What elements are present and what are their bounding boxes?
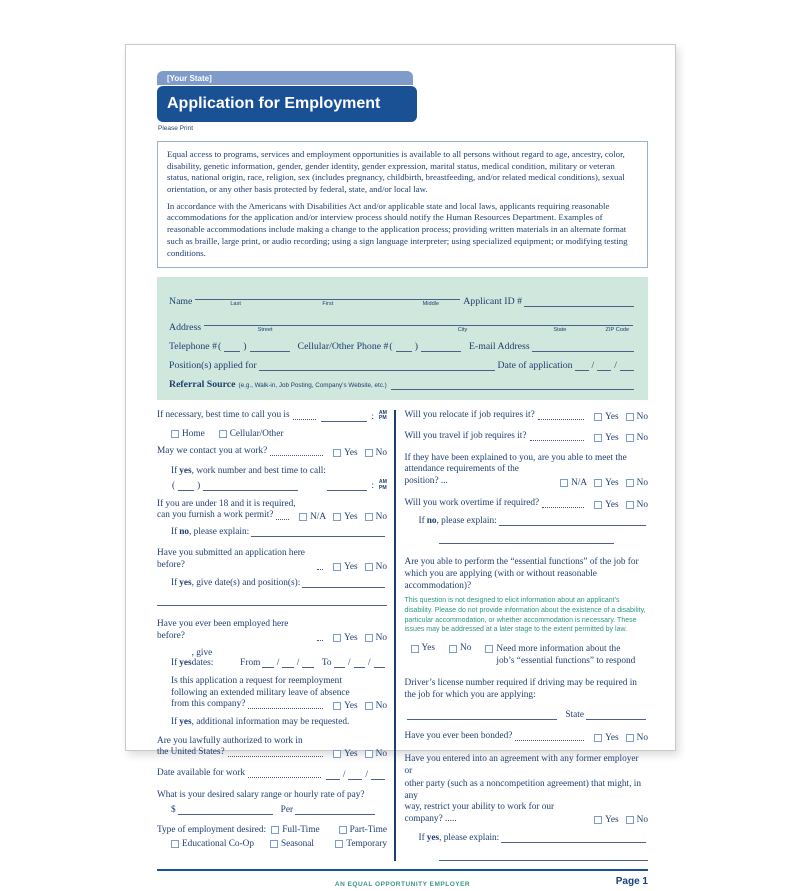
dotted-leader <box>542 507 584 508</box>
date-available-label: Date available for work <box>157 767 246 778</box>
yes-checkbox[interactable] <box>594 479 602 487</box>
no-checkbox[interactable] <box>626 479 634 487</box>
dotted-leader <box>317 640 323 641</box>
employed-dates-row: If yes , give dates: From / / To / / <box>157 648 387 668</box>
temporary-checkbox[interactable] <box>335 840 343 848</box>
applicant-id-input[interactable] <box>524 296 634 307</box>
submitted-before-label: Have you submitted an application here before? <box>157 548 305 571</box>
attendance-answer-row: attendance requirements of the position? ... N/A Yes No <box>404 464 648 488</box>
license-state-input[interactable] <box>586 709 646 720</box>
referral-source-input[interactable] <box>391 379 634 390</box>
cellular-label: Cellular/Other Phone # <box>297 341 389 353</box>
dotted-leader <box>248 777 321 778</box>
employment-type-row-2 <box>157 839 387 849</box>
referral-source-label: Referral Source <box>169 379 236 391</box>
available-day-input[interactable] <box>348 769 362 780</box>
telephone-number-input[interactable] <box>250 341 290 352</box>
work-permit-explain-input[interactable] <box>251 526 385 537</box>
under-18-line2: can you furnish a work permit? <box>157 510 274 521</box>
drivers-license-label: Driver’s license number required if driving may be required in the job for which you are applying: <box>404 678 637 701</box>
time-colon: : <box>371 412 374 423</box>
name-input[interactable] <box>195 289 460 300</box>
license-input-row <box>405 709 649 720</box>
question-attendance: If they have been explained to you, are you able to meet the <box>404 452 627 463</box>
question-date-available: Date available for work / / <box>157 768 387 780</box>
no-checkbox[interactable] <box>365 750 373 758</box>
page-title: Application for Employment <box>167 95 381 112</box>
question-best-time <box>157 410 387 422</box>
relocate-label: Will you relocate if job requires it? <box>404 410 535 421</box>
please-print-note: Please Print <box>158 125 194 132</box>
am-pm-label: AM PM <box>378 479 387 491</box>
best-time-input[interactable] <box>321 411 367 422</box>
submitted-before-detail-row: If yes , give date(s) and position(s): <box>157 577 387 588</box>
co-op-option: Educational Co-Op <box>171 839 270 849</box>
employment-type-label-wrap <box>157 825 271 835</box>
na-checkbox[interactable] <box>560 479 568 487</box>
na-checkbox[interactable] <box>299 513 307 521</box>
name-row <box>169 289 636 307</box>
available-month-input[interactable] <box>326 769 340 780</box>
full-time-checkbox[interactable] <box>271 826 279 834</box>
essential-functions-answer-row <box>405 643 649 667</box>
travel-label: Will you travel if job requires it? <box>404 431 527 442</box>
dollar-sign: $ <box>171 804 176 815</box>
city-sublabel: City <box>457 327 468 334</box>
yes-no-group: Yes No <box>326 448 387 458</box>
no-checkbox[interactable] <box>626 816 634 824</box>
question-contact-at-work <box>157 446 387 458</box>
yes-no-group: Yes No <box>326 633 387 643</box>
to-day-input[interactable] <box>354 657 365 668</box>
dotted-leader <box>317 569 323 570</box>
dotted-leader <box>228 756 323 757</box>
cellular-other-checkbox[interactable] <box>219 430 227 438</box>
contact-work-if-yes-note: If yes, work number and best time to call: <box>171 465 326 476</box>
no-checkbox[interactable] <box>626 434 634 442</box>
overtime-explain-input[interactable] <box>499 515 646 526</box>
application-day-input[interactable] <box>597 360 611 371</box>
need-more-info-label: Need more information about the job’s “essential functions” to respond <box>496 644 636 667</box>
noncompete-explain-continuation-line[interactable] <box>439 849 648 861</box>
questions-left-column <box>157 410 394 861</box>
work-number-input[interactable] <box>203 480 298 491</box>
cellular-other-label: Cellular/Other <box>229 429 284 440</box>
open-paren: ( <box>172 481 176 492</box>
yes-checkbox[interactable] <box>594 816 602 824</box>
last-sublabel: Last <box>230 301 241 308</box>
temporary-option: Temporary <box>335 839 387 849</box>
applicant-id-label: Applicant ID # <box>463 296 522 308</box>
from-label: From <box>240 657 261 668</box>
no-checkbox[interactable] <box>365 634 373 642</box>
eeo-notice-box <box>157 141 648 268</box>
work-permit-explain-row: If no , please explain: <box>157 526 387 537</box>
work-permit-answer-row <box>157 510 387 522</box>
license-number-input[interactable] <box>407 709 558 720</box>
question-drivers-license <box>405 677 649 701</box>
question-submitted-before <box>157 548 387 572</box>
referral-row <box>169 379 636 390</box>
yes-checkbox[interactable] <box>333 513 341 521</box>
middle-sublabel: Middle <box>422 301 440 308</box>
seasonal-option: Seasonal <box>270 839 335 849</box>
close-paren: ) <box>197 481 201 492</box>
seasonal-checkbox[interactable] <box>270 840 278 848</box>
footer <box>157 873 648 891</box>
noncompete-explain-row: If yes , please explain: <box>405 832 649 843</box>
yes-checkbox[interactable] <box>594 501 602 509</box>
time-colon: : <box>371 481 374 492</box>
email-label: E-mail Address <box>468 341 530 353</box>
reemployment-note: If yes, additional information may be requested. <box>171 716 350 727</box>
close-paren: ) <box>414 341 418 353</box>
salary-period-input[interactable] <box>295 804 375 815</box>
to-year-input[interactable] <box>374 657 385 668</box>
bonded-label: Have you ever been bonded? <box>404 731 513 742</box>
date-slash: / <box>614 360 617 372</box>
phone-type-checkbox-row <box>157 429 387 439</box>
question-essential-functions <box>405 556 649 592</box>
name-sublabels <box>192 300 463 307</box>
state-sublabel: State <box>553 327 567 334</box>
contact-at-work-label: May we contact you at work? <box>157 446 268 457</box>
na-yes-no-group: N/A Yes No <box>292 512 387 522</box>
address-sublabels <box>201 326 636 333</box>
date-of-application-label: Date of application <box>497 360 573 372</box>
na-yes-no-group: N/A Yes No <box>553 478 648 488</box>
noncompete-explain-input[interactable] <box>501 832 646 843</box>
telephone-area-code-input[interactable] <box>224 341 240 352</box>
position-input[interactable] <box>259 360 496 371</box>
yes-checkbox[interactable] <box>411 645 419 653</box>
questions-right-column <box>396 410 649 861</box>
position-row <box>169 360 636 371</box>
dotted-leader <box>248 708 323 709</box>
state-badge-label: [Your State] <box>167 74 212 83</box>
submitted-dates-continuation-line[interactable] <box>157 594 387 606</box>
from-year-input[interactable] <box>302 657 313 668</box>
phones-row <box>169 341 636 352</box>
address-field-wrap <box>201 315 636 333</box>
dotted-leader <box>515 740 584 741</box>
yes-no-group: Yes No <box>326 749 387 759</box>
yes-no-group: Yes No <box>326 562 387 572</box>
street-sublabel: Street <box>257 327 273 334</box>
application-year-input[interactable] <box>620 360 634 371</box>
dotted-leader <box>293 419 317 420</box>
yes-checkbox[interactable] <box>333 702 341 710</box>
full-time-option: Full-Time <box>271 825 338 835</box>
yes-no-group: Yes No <box>587 500 648 510</box>
no-checkbox[interactable] <box>365 563 373 571</box>
dotted-leader <box>538 419 584 420</box>
question-employed-before <box>157 619 387 643</box>
essential-answer-options: Yes No Need more information about the job’s “essential functions” to respond <box>405 643 649 667</box>
salary-amount-input[interactable] <box>178 804 273 815</box>
question-work-permit <box>157 498 387 510</box>
dotted-leader <box>270 455 323 456</box>
overtime-explain-row: If no , please explain: <box>405 515 649 526</box>
zip-sublabel: ZIP Code <box>605 327 630 334</box>
home-checkbox[interactable] <box>171 430 179 438</box>
yes-no-group: Yes No <box>587 733 648 743</box>
to-label: To <box>321 657 332 668</box>
yes-no-group: Yes No <box>326 701 387 711</box>
dotted-leader <box>530 440 585 441</box>
no-checkbox[interactable] <box>365 513 373 521</box>
essential-functions-label: Are you able to perform the “essential functions” of the job for which you are applying (with or without reasonable accommodation)? <box>404 556 639 591</box>
work-authorization-answer-row: the United States? Yes No <box>157 746 387 759</box>
no-checkbox[interactable] <box>626 501 634 509</box>
per-label: Per <box>280 804 294 815</box>
yes-checkbox[interactable] <box>594 413 602 421</box>
no-checkbox[interactable] <box>365 449 373 457</box>
personal-info-section <box>157 277 648 400</box>
first-sublabel: First <box>322 301 334 308</box>
am-pm-label: AM PM <box>378 409 387 422</box>
page-number: Page 1 <box>615 876 648 888</box>
question-reemployment: Is this application a request for reemployment following an extended military leave of absence <box>171 675 350 698</box>
no-checkbox[interactable] <box>626 734 634 742</box>
from-month-input[interactable] <box>262 657 273 668</box>
salary-input-row <box>157 804 387 815</box>
overtime-label: Will you work overtime if required? <box>404 497 540 508</box>
dotted-leader <box>276 519 289 520</box>
yes-checkbox[interactable] <box>333 634 341 642</box>
application-month-input[interactable] <box>575 360 589 371</box>
available-year-input[interactable] <box>371 769 385 780</box>
email-input[interactable] <box>532 341 634 352</box>
application-form-page <box>125 44 676 889</box>
noncompete-answer-row: way, restrict your ability to work for our company? ..... Yes No <box>404 801 648 826</box>
best-time-label: If necessary, best time to call you is <box>157 410 290 421</box>
open-paren: ( <box>389 341 393 353</box>
name-label: Name <box>169 296 193 308</box>
educational-co-op-checkbox[interactable] <box>171 840 179 848</box>
date-slash: / <box>591 360 595 372</box>
employed-before-label: Have you ever been employed here before? <box>157 618 289 641</box>
reemployment-answer-row: from this company? Yes No <box>171 698 387 711</box>
employment-type-label: Type of employment desired: <box>157 824 267 835</box>
open-paren: ( <box>218 341 222 353</box>
cellular-number-input[interactable] <box>421 341 461 352</box>
work-best-time-input[interactable] <box>327 480 367 491</box>
work-number-time-row <box>157 480 387 491</box>
question-bonded <box>405 731 649 743</box>
under-18-line1: If you are under 18 and it is required, <box>157 499 296 510</box>
address-input[interactable] <box>204 315 633 326</box>
question-travel <box>405 431 649 443</box>
employment-type-row-1 <box>157 825 387 835</box>
no-checkbox[interactable] <box>626 413 634 421</box>
questions-section <box>157 410 648 861</box>
close-paren: ) <box>243 341 247 353</box>
name-field-wrap <box>192 289 463 307</box>
footer-rule <box>157 869 648 871</box>
from-day-input[interactable] <box>282 657 293 668</box>
telephone-label: Telephone # <box>169 341 218 353</box>
referral-source-hint: (e.g., Walk-in, Job Posting, Company’s Website, etc.) <box>238 382 387 390</box>
part-time-checkbox[interactable] <box>339 826 347 834</box>
yes-checkbox[interactable] <box>594 434 602 442</box>
question-noncompete: Have you entered into an agreement with any former employer or other party (such as a noncompetition agreement) that might, in any <box>404 754 641 801</box>
position-label: Position(s) applied for <box>169 360 257 372</box>
yes-no-group: Yes No <box>587 412 648 422</box>
yes-checkbox[interactable] <box>333 750 341 758</box>
yes-checkbox[interactable] <box>333 563 341 571</box>
yes-no-group: Yes No <box>587 815 648 825</box>
essential-functions-disclaimer: This question is not designed to elicit information about an applicant’s disability. Please do not provide information about the existence of a disability, particular accommodation, or whether accommodation is necessary. These issues may be addressed at a later stage to the extent permitted by law. <box>404 596 646 634</box>
home-label: Home <box>182 429 205 440</box>
submitted-dates-input[interactable] <box>302 577 385 588</box>
work-area-code-input[interactable] <box>178 480 194 491</box>
license-state-label: State <box>565 710 584 721</box>
cellular-area-code-input[interactable] <box>396 341 412 352</box>
yes-no-group: Yes No <box>587 433 648 443</box>
no-checkbox[interactable] <box>449 645 457 653</box>
question-relocate <box>405 410 649 422</box>
question-salary <box>157 789 387 801</box>
address-row <box>169 315 636 333</box>
ada-paragraph-2: In accordance with the Americans with Disabilities Act and/or applicable state and local laws, applicants requiring reasonable accommodations for the application and/or interview process should notify the Human Resources Department. Examples of reasonable accommodations include making a change to the application process; providing written materials in an alternate format such as braille, large print, or audio recording; using a sign language interpreter; using specialized equipment; or modifying testing conditions. <box>167 200 628 258</box>
overtime-explain-continuation-line[interactable] <box>439 532 614 544</box>
part-time-option: Part-Time <box>339 825 387 835</box>
no-checkbox[interactable] <box>365 702 373 710</box>
state-badge <box>157 71 413 85</box>
yes-checkbox[interactable] <box>594 734 602 742</box>
form-title-bar <box>157 86 417 122</box>
question-overtime <box>405 498 649 510</box>
need-more-info-checkbox[interactable] <box>485 645 493 653</box>
eeo-paragraph-1: Equal access to programs, services and employment opportunities is available to all persons without regard to age, ancestry, color, disability, genetic information, gender, gender identity, gender expression, marital status, medical condition, military or veteran status, national origin, race, religion, sex (includes pregnancy, childbirth, breastfeeding, and/or related medical conditions), sexual orientation, or any other basis protected by federal, state, and/or local law. <box>167 149 625 195</box>
to-month-input[interactable] <box>334 657 345 668</box>
address-label: Address <box>169 322 202 334</box>
salary-question-label: What is your desired salary range or hourly rate of pay? <box>157 789 365 800</box>
yes-checkbox[interactable] <box>333 449 341 457</box>
equal-opportunity-text: AN EQUAL OPPORTUNITY EMPLOYER <box>334 881 471 889</box>
question-work-authorization: Are you lawfully authorized to work in <box>157 735 303 746</box>
